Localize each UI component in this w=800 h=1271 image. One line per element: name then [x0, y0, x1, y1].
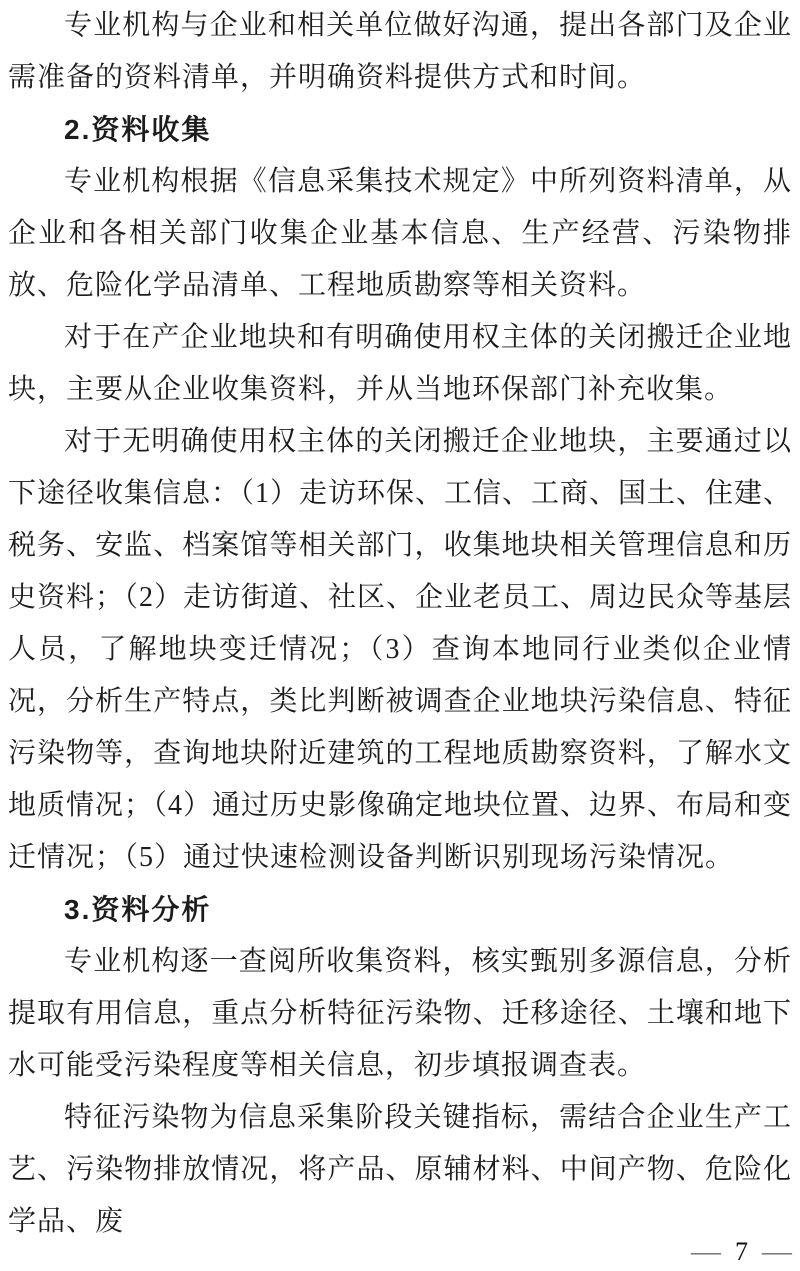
page-number: 7	[735, 1237, 748, 1266]
paragraph: 对于无明确使用权主体的关闭搬迁企业地块，主要通过以下途径收集信息：（1）走访环保、工信、工商、国土、住建、税务、安监、档案馆等相关部门，收集地块相关管理信息和历史资料；（2）走访街道、社区、企业老员工、周边民众等基层人员，了解地块变迁情况；（3）查询本地同行业类似企业情况，分析生产特点，类比判断被调查企业地块污染信息、特征污染物等，查询地块附近建筑的工程地质勘察资料，了解水文地质情况；（4）通过历史影像确定地块位置、边界、布局和变迁情况；（5）通过快速检测设备判断识别现场污染情况。	[8, 426, 793, 873]
paragraph: 对于在产企业地块和有明确使用权主体的关闭搬迁企业地块，主要从企业收集资料，并从当地环保部门补充收集。	[8, 322, 792, 405]
footer-dash-right: —	[762, 1237, 792, 1266]
section-heading: 2.资料收集	[64, 114, 212, 145]
section-heading: 3.资料分析	[64, 894, 212, 925]
paragraph: 专业机构与企业和相关单位做好沟通，提出各部门及企业需准备的资料清单，并明确资料提供方式和时间。	[8, 10, 792, 93]
page-footer	[693, 1239, 790, 1265]
paragraph: 专业机构根据《信息采集技术规定》中所列资料清单，从企业和各相关部门收集企业基本信息、生产经营、污染物排放、危险化学品清单、工程地质勘察等相关资料。	[8, 166, 792, 301]
paragraph: 专业机构逐一查阅所收集资料，核实甄别多源信息，分析提取有用信息，重点分析特征污染物、迁移途径、土壤和地下水可能受污染程度等相关信息，初步填报调查表。	[8, 946, 792, 1081]
paragraph: 特征污染物为信息采集阶段关键指标，需结合企业生产工艺、污染物排放情况，将产品、原辅材料、中间产物、危险化学品、废	[8, 1102, 792, 1237]
document-body	[8, 0, 792, 1248]
footer-dash-left: —	[691, 1237, 721, 1266]
